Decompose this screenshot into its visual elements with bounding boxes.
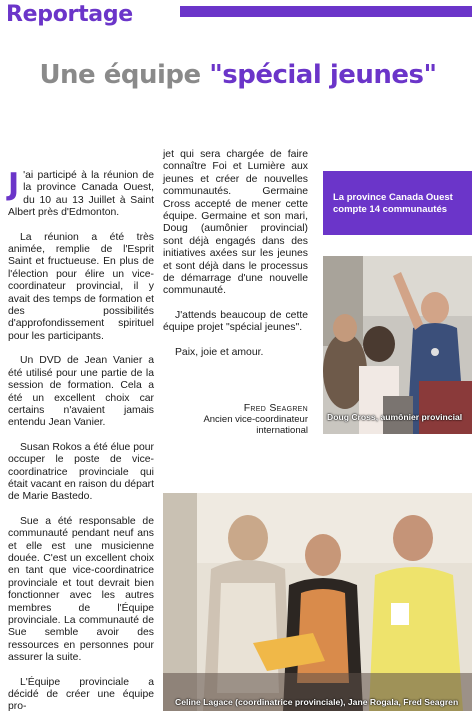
signature (163, 403, 308, 436)
title-part-2: "spécial jeunes" (209, 60, 437, 90)
photo-illustration (163, 493, 472, 711)
photo-group (163, 493, 472, 711)
article-title (0, 60, 476, 90)
photo-caption: Celine Lagace (coordinatrice provinciale), Jane Rogala, Fred Seagren (175, 697, 459, 707)
paragraph: L'Équipe provinciale a décidé de créer une équipe pro- (8, 676, 154, 713)
signature-role: Ancien vice-coordinateur international (203, 414, 308, 436)
drop-cap: J (8, 167, 20, 202)
article-column-2 (163, 149, 308, 369)
paragraph: jet qui sera chargée de faire connaître Foi et Lumière aux jeunes et créer de nouvelles communautés. Germaine Cross accepté de mener cette équipe. Germaine et son mari, Doug (aumônier provincial) sont déjà engagés dans des initiatives axées sur les jeunes et sont déjà dans le processus de démarrage d'une nouvelle communauté. (163, 149, 308, 297)
header-accent-bar (180, 6, 472, 17)
signature-name: Fred Seagren (243, 402, 308, 414)
photo-caption: Doug Cross, aumônier provincial (327, 412, 463, 422)
paragraph-text: 'ai participé à la réunion de la province Canada Ouest, du 10 au 13 Juillet à Saint Albert près d'Edmonton. (8, 170, 154, 219)
paragraph: Un DVD de Jean Vanier a été utilisé pour une partie de la session de formation. Cela a été un excellent choix car certains n'avaient jamais entendu Jean Vanier. (8, 355, 154, 429)
photo-illustration (323, 256, 472, 434)
paragraph: Sue a été responsable de communauté pendant neuf ans et elle est une musicienne douée. C'est un excellent choix en tant que vice-coordinatrice provinciale et tout devrait bien fonctionner avec les autres membres de l'Équipe provinciale. La communauté de Sue semble avoir des ressources en personnes pour assurer la suite. (8, 515, 154, 664)
paragraph: Susan Rokos a été élue pour occuper le poste de vice-coordinatrice provinciale qui était vacant en raison du départ de Marie Bastedo. (8, 441, 155, 503)
paragraph (8, 167, 154, 220)
paragraph: Paix, joie et amour. (175, 346, 264, 358)
info-box: La province Canada Ouest compte 14 communautés (323, 171, 472, 235)
section-label: Reportage (6, 2, 133, 27)
title-part-1: Une équipe (39, 60, 210, 90)
photo-doug-cross (323, 256, 472, 434)
paragraph: La réunion a été très animée, remplie de l'Esprit Saint et fructueuse. En plus de l'élection pour élire un vice-coordinateur provincial, il y avait des temps de formation et des possibilités d'approfondissement spirituel pour les participants. (8, 231, 154, 342)
paragraph: J'attends beaucoup de cette équipe projet "spécial jeunes". (163, 309, 308, 334)
article-column-1 (8, 167, 155, 726)
